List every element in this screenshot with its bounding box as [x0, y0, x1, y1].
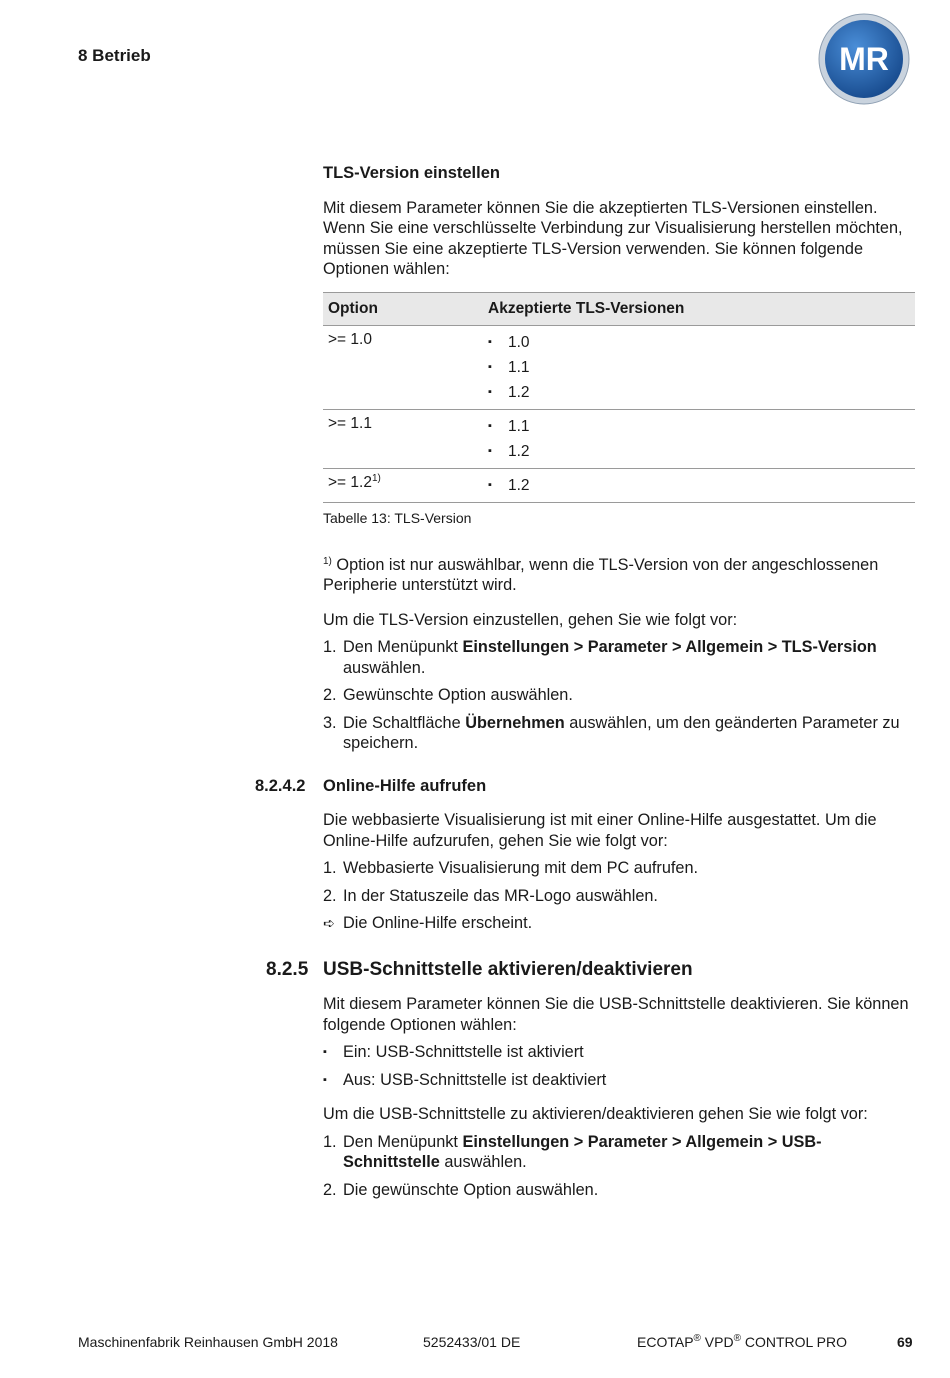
tls-steps	[323, 637, 915, 754]
tls-table	[323, 292, 915, 504]
section-heading-help	[255, 776, 915, 797]
list-item	[323, 1070, 915, 1091]
list-item	[323, 637, 915, 678]
option-cell	[323, 469, 483, 503]
footnote-text: Option ist nur auswählbar, wenn die TLS-Version von der angeschlossenen Peripherie unterstützt wird.	[323, 555, 879, 594]
footer-company: Maschinenfabrik Reinhausen GmbH 2018	[78, 1334, 338, 1350]
step-number: 1.	[323, 1132, 337, 1151]
option-text: Aus: USB-Schnittstelle ist deaktiviert	[343, 1070, 607, 1089]
product-name: VPD	[700, 1334, 734, 1350]
version-item: ▪ 1.0	[488, 330, 910, 355]
footnote-mark: 1)	[323, 555, 332, 567]
step-number: 3.	[323, 713, 337, 732]
step-text: Die Schaltfläche	[343, 713, 466, 732]
bullet-icon: ▪	[323, 1046, 327, 1058]
section-number: 8.2.5	[266, 958, 309, 980]
table-row	[323, 326, 915, 410]
step-number: 2.	[323, 1180, 337, 1199]
footer-document-number: 5252433/01 DE	[423, 1334, 521, 1350]
step-number: 2.	[323, 686, 337, 704]
step-text: In der Statuszeile das MR-Logo auswählen.	[343, 886, 658, 905]
bullet-icon: ▪	[323, 1073, 327, 1086]
option-text: >= 1.2	[328, 474, 372, 491]
section-heading-usb	[266, 958, 915, 981]
menu-path: Einstellungen > Parameter > Allgemein > TLS-Version	[462, 638, 877, 656]
versions-cell	[483, 469, 915, 503]
list-item	[323, 886, 915, 907]
product-name: ECOTAP	[637, 1334, 694, 1350]
button-name: Übernehmen	[465, 713, 565, 732]
footnote	[323, 555, 915, 596]
list-item	[323, 1180, 915, 1201]
chapter-title: 8 Betrieb	[78, 46, 151, 65]
footnote-ref: 1)	[371, 473, 381, 484]
step-text: Den Menüpunkt	[343, 638, 463, 656]
page-number: 69	[897, 1334, 913, 1350]
help-intro: Die webbasierte Visualisierung ist mit einer Online-Hilfe ausgestattet. Um die Online-Hilfe aufzurufen, gehen Sie wie folgt vor:	[323, 811, 877, 850]
list-item	[323, 1132, 915, 1173]
option-cell: >= 1.0	[323, 326, 483, 410]
registered-mark: ®	[693, 1333, 701, 1344]
svg-text:MR: MR	[839, 41, 889, 77]
step-text: Gewünschte Option auswählen.	[343, 686, 573, 704]
list-item	[323, 685, 915, 706]
section-number: 8.2.4.2	[255, 776, 306, 795]
footer-product	[637, 1334, 847, 1350]
step-text: auswählen.	[439, 1153, 527, 1171]
step-text: Webbasierte Visualisierung mit dem PC aufrufen.	[343, 859, 699, 877]
tls-intro: Mit diesem Parameter können Sie die akzeptierten TLS-Versionen einstellen. Wenn Sie eine verschlüsselte Verbindung zur Visualisierung herstellen möchten, müssen Sie eine akzeptierte TLS-Version verwenden. Sie können folgende Optionen wählen:	[323, 198, 903, 278]
main-content	[255, 163, 915, 1214]
table-caption: Tabelle 13: TLS-Version	[323, 510, 472, 526]
list-item	[323, 1042, 915, 1063]
usb-options	[323, 1042, 915, 1090]
option-cell: >= 1.1	[323, 410, 483, 469]
table-header-versions: Akzeptierte TLS-Versionen	[483, 292, 915, 326]
result-arrow-icon: ➪	[323, 915, 335, 931]
result-item	[323, 913, 915, 934]
step-text: auswählen, um den geänderten Parameter zu speichern.	[343, 713, 900, 752]
result-text: Die Online-Hilfe erscheint.	[343, 914, 533, 932]
step-number: 1.	[323, 638, 337, 656]
step-number: 2.	[323, 886, 337, 905]
version-item: ▪ 1.1	[488, 355, 910, 380]
step-text: auswählen.	[343, 658, 426, 677]
table-row	[323, 469, 915, 503]
step-number: 1.	[323, 859, 337, 877]
usb-procedure-intro: Um die USB-Schnittstelle zu aktivieren/deaktivieren gehen Sie wie folgt vor:	[323, 1105, 868, 1123]
version-item: ▪ 1.2	[488, 380, 910, 405]
menu-path: Einstellungen > Parameter > Allgemein > USB-Schnittstelle	[343, 1132, 822, 1171]
versions-cell	[483, 410, 915, 469]
section-title: Online-Hilfe aufrufen	[323, 776, 487, 795]
table-row	[323, 410, 915, 469]
version-item: ▪ 1.2	[488, 439, 910, 464]
help-steps	[323, 858, 915, 934]
mr-logo	[817, 12, 911, 106]
option-text: Ein: USB-Schnittstelle ist aktiviert	[343, 1043, 584, 1061]
version-item: ▪ 1.1	[488, 414, 910, 439]
product-name: CONTROL PRO	[740, 1334, 848, 1350]
versions-cell	[483, 326, 915, 410]
list-item	[323, 858, 915, 879]
version-item: ▪ 1.2	[488, 473, 910, 498]
usb-intro: Mit diesem Parameter können Sie die USB-Schnittstelle deaktivieren. Sie können folgende Optionen wählen:	[323, 995, 909, 1034]
step-text: Die gewünschte Option auswählen.	[343, 1180, 599, 1199]
usb-steps	[323, 1132, 915, 1201]
tls-procedure-intro: Um die TLS-Version einzustellen, gehen Sie wie folgt vor:	[323, 610, 738, 629]
tls-heading: TLS-Version einstellen	[323, 164, 500, 182]
registered-mark: ®	[733, 1333, 741, 1344]
list-item	[323, 713, 915, 754]
step-text: Den Menüpunkt	[343, 1132, 463, 1151]
section-title: USB-Schnittstelle aktivieren/deaktivieren	[323, 958, 693, 980]
table-header-option: Option	[323, 292, 483, 326]
